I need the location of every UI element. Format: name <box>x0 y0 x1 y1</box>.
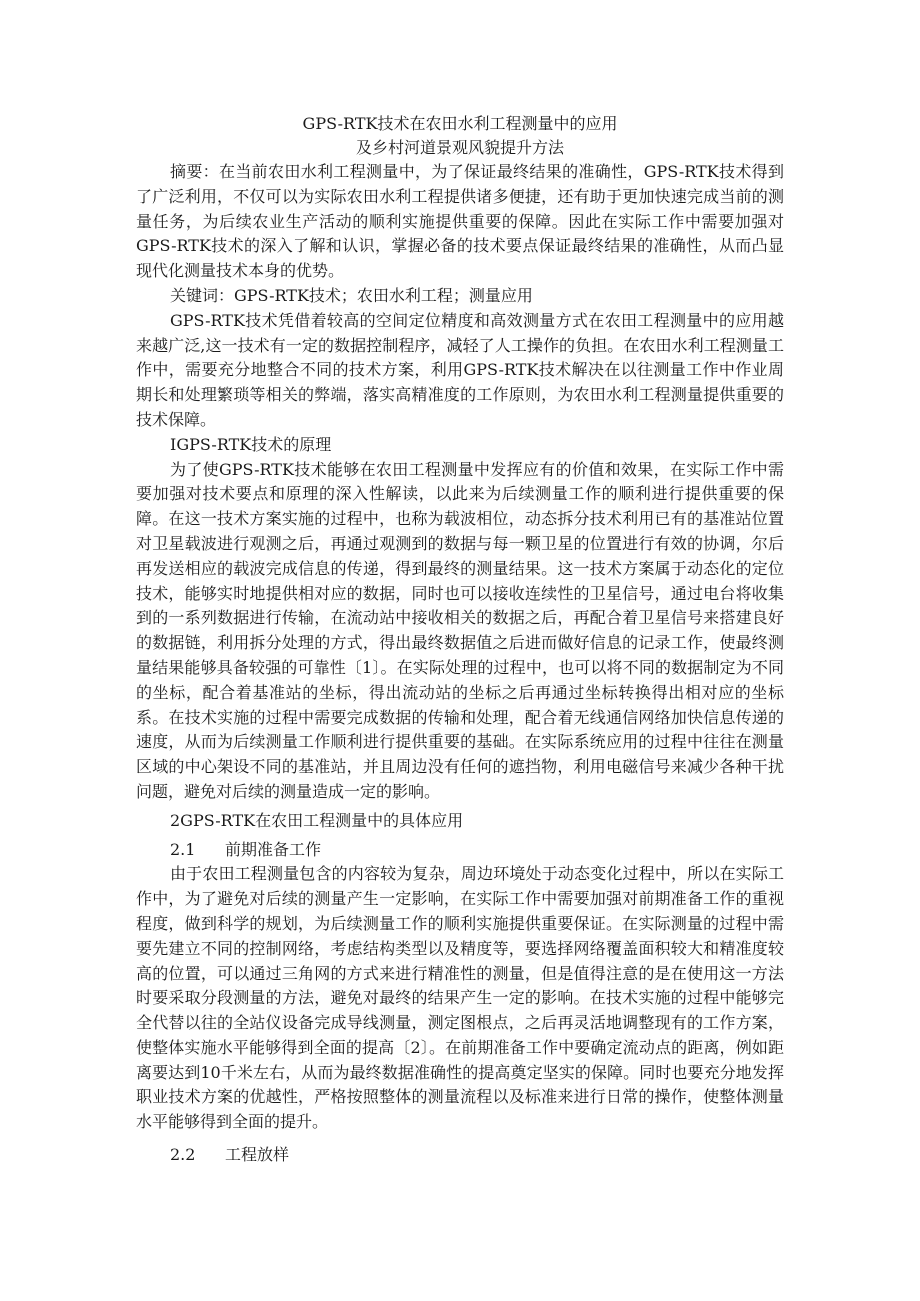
subsection-2-2-number: 2.2 <box>170 1145 196 1165</box>
subsection-2-1-heading <box>170 838 784 863</box>
intro-paragraph: GPS-RTK技术凭借着较高的空间定位精度和高效测量方式在农田工程测量中的应用越来越广泛,这一技术有一定的数据控制程序，减轻了人工操作的负担。在农田水利工程测量工作中，需要充分地整合不同的技术方案，利用GPS-RTK技术解决在以往测量工作中作业周期长和处理繁琐等相关的弊端，落实高精准度的工作原则，为农田水利工程测量提供重要的技术保障。 <box>136 310 784 429</box>
section-1-heading: IGPS-RTK技术的原理 <box>170 434 332 454</box>
section-2-heading: 2GPS-RTK在农田工程测量中的具体应用 <box>170 810 464 830</box>
keywords-line: 关键词：GPS-RTK技术；农田水利工程；测量应用 <box>170 285 533 305</box>
subsection-2-1-label: 前期准备工作 <box>225 839 322 859</box>
subsection-2-1-number: 2.1 <box>170 839 196 859</box>
subsection-2-2-heading <box>170 1143 784 1168</box>
section-1-body: 为了使GPS-RTK技术能够在农田工程测量中发挥应有的价值和效果，在实际工作中需要加强对技术要点和原理的深入性解读，以此来为后续测量工作的顺利进行提供重要的保障。在这一技术方案实施的过程中，也称为载波相位，动态拆分技术利用已有的基准站位置对卫星载波进行观测之后，再通过观测到的数据与每一颗卫星的位置进行有效的协调，尔后再发送相应的载波完成信息的传递，得到最终的测量结果。这一技术方案属于动态化的定位技术，能够实时地提供相对应的数据，同时也可以接收连续性的卫星信号，通过电台将收集到的一系列数据进行传输，在流动站中接收相关的数据之后，再配合着卫星信号来搭建良好的数据链，利用拆分处理的方式，得出最终数据值之后进而做好信息的记录工作，使最终测量结果能够具备较强的可靠性〔1〕。在实际处理的过程中，也可以将不同的数据制定为不同的坐标，配合着基准站的坐标，得出流动站的坐标之后再通过坐标转换得出相对应的坐标系。在技术实施的过程中需要完成数据的传输和处理，配合着无线通信网络加快信息传递的速度，从而为后续测量工作顺利进行提供重要的基础。在实际系统应用的过程中往往在测量区域的中心架设不同的基准站，并且周边没有任何的遮挡物，利用电磁信号来减少各种干扰问题，避免对后续的测量造成一定的影响。 <box>136 459 784 801</box>
subsection-2-1-body: 由于农田工程测量包含的内容较为复杂，周边环境处于动态变化过程中，所以在实际工作中，为了避免对后续的测量产生一定影响，在实际工作中需要加强对前期准备工作的重视程度，做到科学的规划，为后续测量工作的顺利实施提供重要保证。在实际测量的过程中需要先建立不同的控制网络，考虑结构类型以及精度等，要选择网络覆盖面积较大和精准度较高的位置，可以通过三角网的方式来进行精准性的测量，但是值得注意的是在使用这一方法时要采取分段测量的方法，避免对最终的结果产生一定的影响。在技术实施的过程中能够完全代替以往的全站仪设备完成导线测量，测定图根点，之后再灵活地调整现有的工作方案，使整体实施水平能够得到全面的提高〔2〕。在前期准备工作中要确定流动点的距离，例如距离要达到10千米左右，从而为最终数据准确性的提高奠定坚实的保障。同时也要充分地发挥职业技术方案的优越性，严格按照整体的测量流程以及标准来进行日常的操作，使整体测量水平能够得到全面的提升。 <box>136 864 784 1132</box>
title-line-1: GPS-RTK技术在农田水利工程测量中的应用 <box>302 114 618 133</box>
abstract-paragraph: 摘要：在当前农田水利工程测量中，为了保证最终结果的准确性，GPS-RTK技术得到了广泛利用，不仅可以为实际农田水利工程提供诸多便捷，还有助于更加快速完成当前的测量任务，为后续农业生产活动的顺利实施提供重要的保障。因此在实际工作中需要加强对GPS-RTK技术的深入了解和认识，掌握必备的技术要点保证最终结果的准确性，从而凸显现代化测量技术本身的优势。 <box>136 162 784 281</box>
subsection-2-2-label: 工程放样 <box>225 1145 290 1165</box>
title-line-2: 及乡村河道景观风貌提升方法 <box>355 138 564 157</box>
